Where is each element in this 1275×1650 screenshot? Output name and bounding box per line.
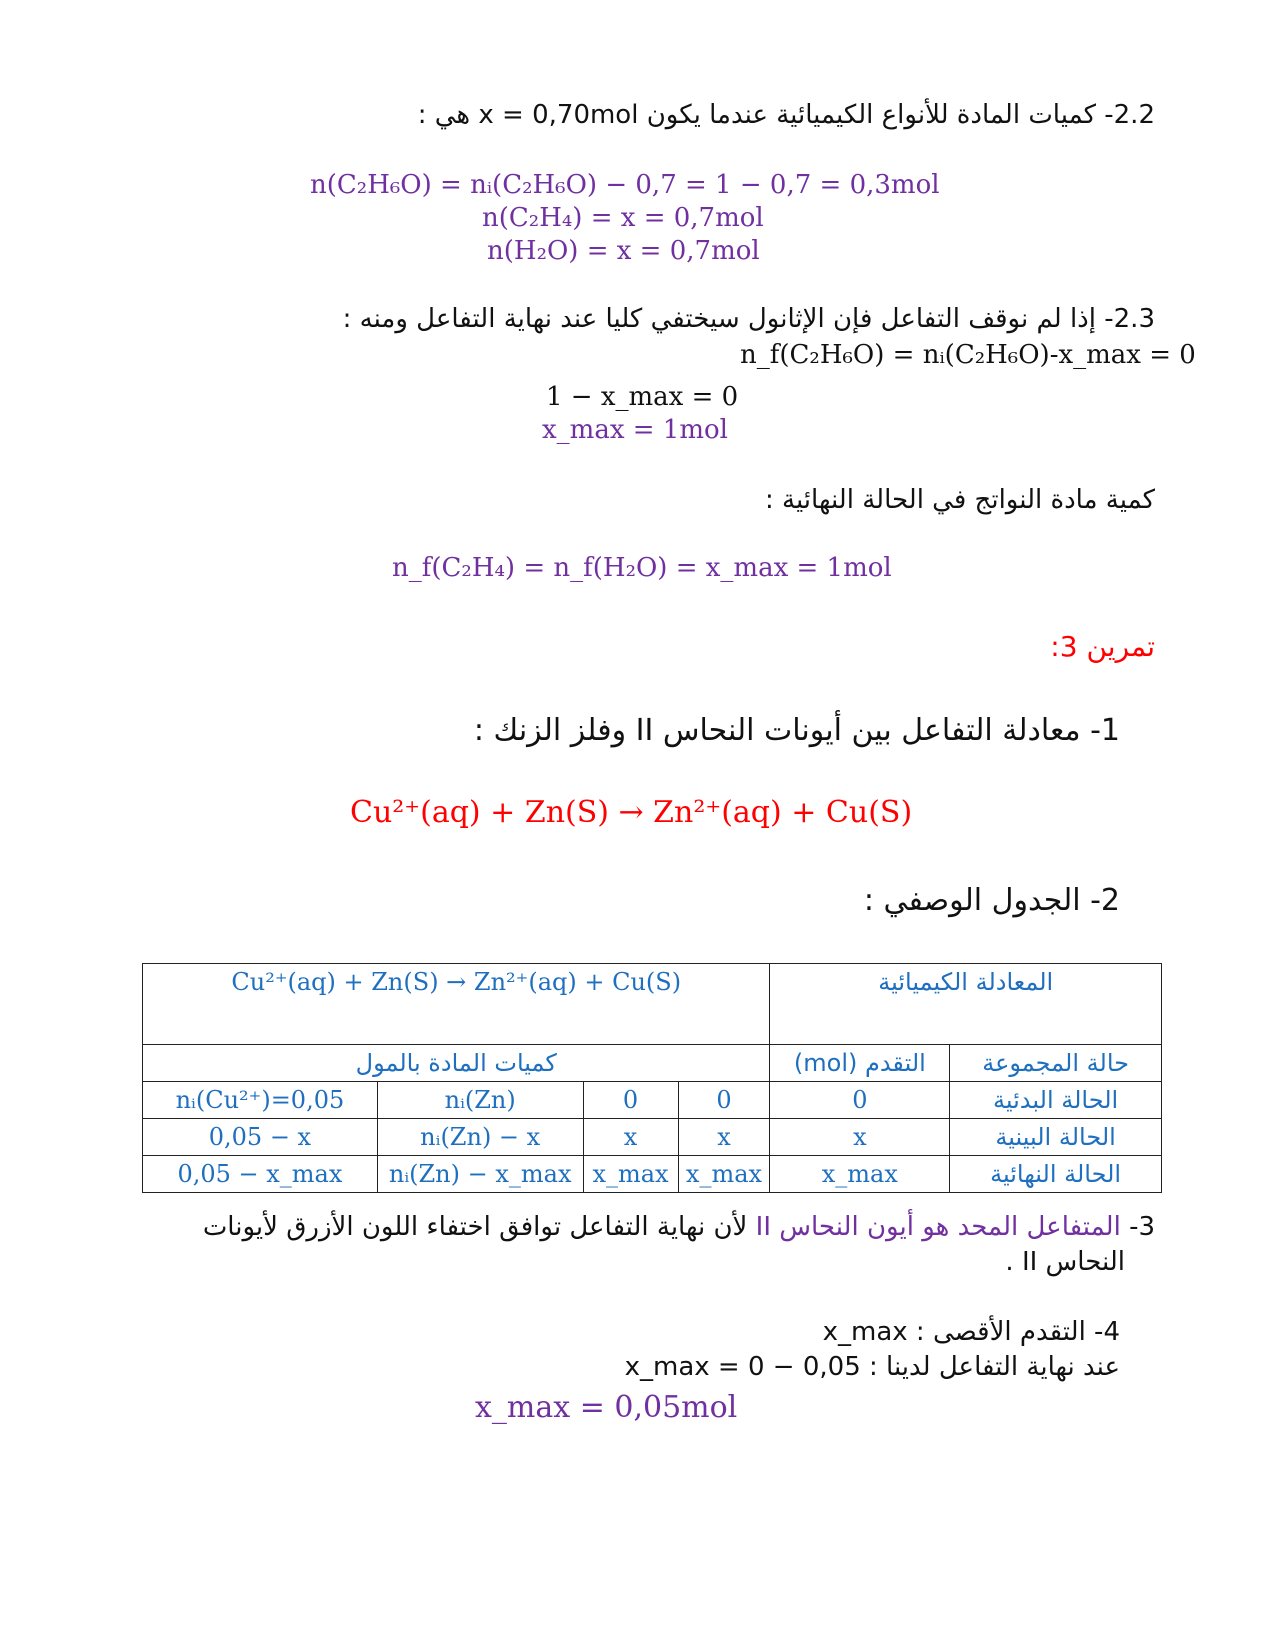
cell-zn2: 0: [583, 1082, 678, 1119]
q3-limiting-reactant: المتفاعل المحد هو أيون النحاس II: [755, 1212, 1121, 1242]
s22-line3-text: n(H₂O) = x = 0,7mol: [487, 236, 760, 266]
s22-line2: [482, 203, 764, 233]
q4-line: [625, 1352, 1120, 1382]
table-row: [143, 1156, 1162, 1193]
q2-heading-text: 2- الجدول الوصفي :: [863, 883, 1120, 918]
q2-heading: [864, 883, 1120, 918]
cell-cu: x_max: [678, 1156, 770, 1193]
table-header-row: [143, 1045, 1162, 1082]
q3-number: 3-: [1129, 1212, 1155, 1242]
s22-line1: [310, 170, 940, 200]
q1-heading-text: 1- معادلة التفاعل بين أيونات النحاس II وفلز الزنك :: [473, 713, 1120, 748]
products-heading-text: كمية مادة النواتج في الحالة النهائية :: [765, 485, 1155, 515]
table-row: [143, 964, 1162, 1045]
q4-heading-text: 4- التقدم الأقصى : x_max: [822, 1317, 1120, 1347]
cell-cu: x: [678, 1119, 770, 1156]
cell-cu: 0: [678, 1082, 770, 1119]
exercise-title-text: تمرين 3:: [1050, 630, 1155, 663]
q3-reason: لأن نهاية التفاعل توافق اختفاء اللون الأزرق لأيونات: [202, 1212, 748, 1242]
s23-eq2: [546, 382, 738, 412]
cell-zn: nᵢ(Zn) − x_max: [377, 1156, 583, 1193]
table-header-state: حالة المجموعة: [950, 1045, 1162, 1082]
table-row: [143, 1119, 1162, 1156]
s22-line1-text: n(C₂H₆O) = nᵢ(C₂H₆O) − 0,7 = 1 − 0,7 = 0,3mol: [310, 170, 940, 200]
s23-heading-text: 2.3- إذا لم نوقف التفاعل فإن الإثانول سيختفي كليا عند نهاية التفاعل ومنه :: [342, 304, 1155, 334]
q3-line1: [203, 1212, 1155, 1242]
s22-heading: [418, 100, 1155, 130]
q4-result-text: x_max = 0,05mol: [475, 1390, 738, 1425]
s23-eq1: [740, 340, 1196, 370]
s23-eq2-text: 1 − x_max = 0: [546, 382, 739, 412]
table-header-amounts: كميات المادة بالمول: [143, 1045, 770, 1082]
cell-zn: nᵢ(Zn): [377, 1082, 583, 1119]
q3-line2: [1005, 1247, 1125, 1277]
cell-cu2: nᵢ(Cu²⁺)=0,05: [143, 1082, 378, 1119]
products-heading: [765, 485, 1155, 515]
q4-result: [475, 1390, 737, 1425]
cell-zn2: x: [583, 1119, 678, 1156]
cell-cu2: 0,05 − x_max: [143, 1156, 378, 1193]
q4-heading: [823, 1317, 1120, 1347]
cell-progress: x_max: [770, 1156, 950, 1193]
exercise-title: [1050, 630, 1155, 663]
table-row: [143, 1082, 1162, 1119]
reaction-equation-text: Cu²⁺(aq) + Zn(S) → Zn²⁺(aq) + Cu(S): [350, 795, 913, 830]
reaction-equation: [350, 795, 912, 830]
cell-state: الحالة النهائية: [950, 1156, 1162, 1193]
cell-progress: x: [770, 1119, 950, 1156]
cell-state: الحالة البدئية: [950, 1082, 1162, 1119]
s22-line2-text: n(C₂H₄) = x = 0,7mol: [482, 203, 764, 233]
cell-progress: 0: [770, 1082, 950, 1119]
q1-heading: [474, 713, 1120, 748]
s22-line3: [487, 236, 760, 266]
cell-zn2: x_max: [583, 1156, 678, 1193]
s23-heading: [343, 304, 1155, 334]
s23-eq3-text: x_max = 1mol: [542, 415, 728, 445]
cell-cu2: 0,05 − x: [143, 1119, 378, 1156]
q3-reason-end: النحاس II .: [1005, 1247, 1125, 1277]
cell-zn: nᵢ(Zn) − x: [377, 1119, 583, 1156]
table-eq-label: المعادلة الكيميائية: [770, 964, 1162, 1045]
s22-heading-text: 2.2- كميات المادة للأنواع الكيميائية عندما يكون x = 0,70mol هي :: [417, 100, 1155, 130]
q4-line-text: عند نهاية التفاعل لدينا : 0,05 − x_max = 0: [624, 1352, 1120, 1382]
products-eq-text: n_f(C₂H₄) = n_f(H₂O) = x_max = 1mol: [392, 553, 892, 583]
table-eq-value: Cu²⁺(aq) + Zn(S) → Zn²⁺(aq) + Cu(S): [143, 964, 770, 1045]
s23-eq1-text: n_f(C₂H₆O) = nᵢ(C₂H₆O)-x_max = 0: [740, 340, 1196, 370]
table-header-progress: التقدم (mol): [770, 1045, 950, 1082]
s23-eq3: [542, 415, 728, 445]
products-eq: [392, 553, 892, 583]
cell-state: الحالة البينية: [950, 1119, 1162, 1156]
progress-table: [142, 963, 1162, 1193]
